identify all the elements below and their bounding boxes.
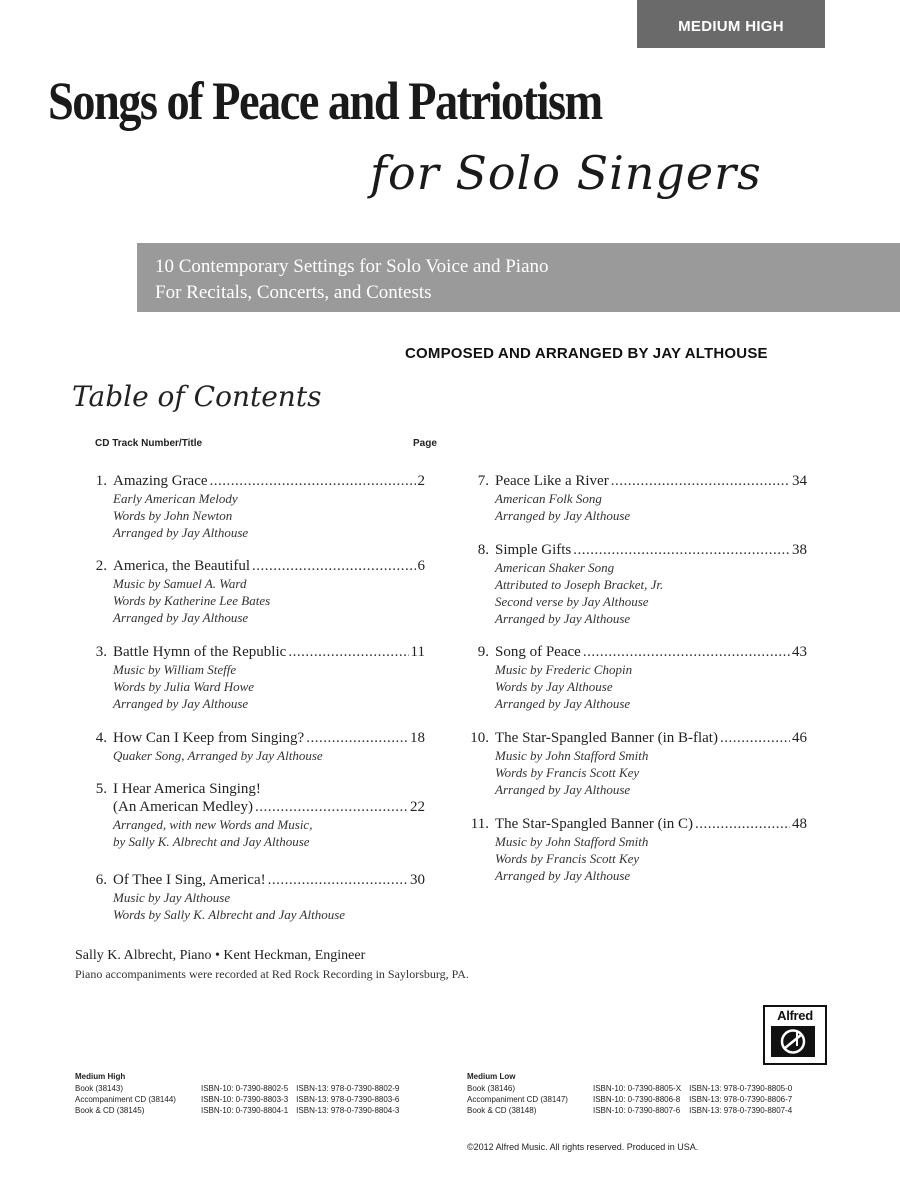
isbn-13: ISBN-13: 978-0-7390-8807-4 — [689, 1106, 793, 1115]
track-number: 8. — [477, 542, 489, 558]
song-credit: American Shaker Song — [495, 560, 615, 575]
toc-entry — [85, 780, 425, 850]
song-credit: Quaker Song, Arranged by Jay Althouse — [113, 748, 323, 763]
song-credit: Music by John Stafford Smith — [495, 748, 649, 763]
isbn-13: ISBN-13: 978-0-7390-8802-9 — [296, 1084, 400, 1093]
track-number: 11. — [470, 816, 489, 832]
dot-leader — [288, 643, 408, 661]
isbn-10: ISBN-10: 0-7390-8802-5 — [201, 1084, 289, 1093]
song-title-continued: (An American Medley) — [113, 799, 253, 815]
composer-credit: COMPOSED AND ARRANGED BY JAY ALTHOUSE — [405, 345, 768, 362]
page-number: 6 — [417, 558, 425, 574]
song-credit: Arranged by Jay Althouse — [113, 610, 249, 625]
toc-entry — [85, 729, 425, 764]
isbn-row — [467, 1094, 800, 1105]
page-number: 48 — [792, 816, 807, 832]
banner-line-2: For Recitals, Concerts, and Contests — [155, 282, 432, 303]
song-credit: Arranged by Jay Althouse — [113, 525, 249, 540]
dot-leader — [695, 815, 790, 833]
song-title: The Star-Spangled Banner (in C) — [495, 816, 693, 832]
copyright-notice: ©2012 Alfred Music. All rights reserved. Produced in USA. — [467, 1142, 699, 1152]
book-title: Songs of Peace and Patriotism — [48, 71, 602, 131]
page-number: 22 — [410, 799, 425, 815]
voice-range-badge: MEDIUM HIGH — [637, 0, 825, 48]
product-name: Book & CD (38145) — [75, 1106, 145, 1115]
isbn-13: ISBN-13: 978-0-7390-8803-6 — [296, 1095, 400, 1104]
isbn-10: ISBN-10: 0-7390-8807-6 — [593, 1106, 681, 1115]
banner-line-1: 10 Contemporary Settings for Solo Voice and Piano — [155, 256, 549, 277]
page-number: 38 — [792, 542, 807, 558]
song-credit: Words by Francis Scott Key — [495, 765, 640, 780]
song-credit: Arranged by Jay Althouse — [495, 868, 631, 883]
isbn-row — [467, 1105, 800, 1116]
song-credit: Music by Samuel A. Ward — [113, 576, 247, 591]
toc-heading: Table of Contents — [72, 380, 322, 413]
song-title: Peace Like a River — [495, 473, 609, 489]
isbn-13: ISBN-13: 978-0-7390-8804-3 — [296, 1106, 400, 1115]
song-title: I Hear America Singing! — [113, 781, 261, 797]
isbn-row — [75, 1083, 407, 1094]
song-credit: American Folk Song — [495, 491, 602, 506]
isbn-heading: Medium Low — [467, 1072, 516, 1081]
description-banner — [137, 243, 900, 312]
song-credit: Music by Jay Althouse — [113, 890, 231, 905]
track-number: 5. — [95, 781, 107, 797]
song-credit: Music by William Steffe — [113, 662, 237, 677]
track-number: 6. — [95, 872, 107, 888]
publisher-emblem-icon — [771, 1026, 815, 1057]
publisher-logo-text: Alfred — [777, 1008, 813, 1023]
song-title: America, the Beautiful — [113, 558, 251, 574]
page-number: 30 — [410, 872, 425, 888]
song-title: Simple Gifts — [495, 542, 572, 558]
track-number: 7. — [477, 473, 489, 489]
toc-entry — [467, 472, 807, 524]
song-credit: Music by Frederic Chopin — [495, 662, 633, 677]
toc-entry — [85, 557, 425, 626]
song-credit: Early American Melody — [113, 491, 238, 506]
performer-credits: Sally K. Albrecht, Piano • Kent Heckman, Engineer — [75, 948, 366, 963]
page-number: 46 — [792, 730, 807, 746]
song-title: How Can I Keep from Singing? — [113, 730, 305, 746]
song-credit: Arranged by Jay Althouse — [495, 611, 631, 626]
song-credit: by Sally K. Albrecht and Jay Althouse — [113, 834, 310, 849]
isbn-row — [75, 1105, 407, 1116]
toc-entry — [467, 729, 807, 798]
page-number: 34 — [792, 473, 807, 489]
isbn-row — [467, 1083, 800, 1094]
dot-leader — [611, 472, 790, 490]
isbn-medium-high — [75, 1072, 407, 1116]
dot-leader — [583, 643, 790, 661]
song-credit: Attributed to Joseph Bracket, Jr. — [495, 577, 664, 592]
song-credit: Words by Francis Scott Key — [495, 851, 640, 866]
song-credit: Arranged by Jay Althouse — [495, 508, 631, 523]
toc-entry — [467, 815, 807, 884]
song-credit: Words by Katherine Lee Bates — [113, 593, 271, 608]
isbn-10: ISBN-10: 0-7390-8806-8 — [593, 1095, 681, 1104]
isbn-heading: Medium High — [75, 1072, 126, 1081]
dot-leader — [255, 798, 408, 816]
song-credit: Arranged by Jay Althouse — [113, 696, 249, 711]
isbn-13: ISBN-13: 978-0-7390-8806-7 — [689, 1095, 793, 1104]
song-credit: Words by Sally K. Albrecht and Jay Althouse — [113, 907, 346, 922]
track-number: 9. — [477, 644, 489, 660]
dot-leader — [252, 557, 415, 575]
song-title: Amazing Grace — [113, 473, 208, 489]
page-number: 18 — [410, 730, 425, 746]
isbn-table — [75, 1083, 407, 1116]
toc-entry — [467, 541, 807, 627]
song-credit: Words by Jay Althouse — [495, 679, 613, 694]
toc-column-track-title: CD Track Number/Title — [95, 438, 203, 449]
song-credit: Second verse by Jay Althouse — [495, 594, 649, 609]
dot-leader — [268, 871, 408, 889]
product-name: Book (38143) — [75, 1084, 124, 1093]
dot-leader — [210, 472, 416, 490]
toc-entry — [85, 871, 425, 923]
isbn-10: ISBN-10: 0-7390-8804-1 — [201, 1106, 289, 1115]
song-credit: Arranged by Jay Althouse — [495, 782, 631, 797]
isbn-table — [467, 1083, 800, 1116]
song-title: Battle Hymn of the Republic — [113, 644, 287, 660]
song-credit: Music by John Stafford Smith — [495, 834, 649, 849]
toc-entry — [85, 472, 425, 541]
page-number: 2 — [417, 473, 425, 489]
song-credit: Words by Julia Ward Howe — [113, 679, 255, 694]
isbn-10: ISBN-10: 0-7390-8805-X — [593, 1084, 682, 1093]
dot-leader — [573, 541, 790, 559]
page-number: 43 — [792, 644, 807, 660]
track-number: 10. — [470, 730, 489, 746]
product-name: Book & CD (38148) — [467, 1106, 537, 1115]
song-title: Of Thee I Sing, America! — [113, 872, 266, 888]
song-credit: Words by John Newton — [113, 508, 233, 523]
product-name: Book (38146) — [467, 1084, 516, 1093]
book-subtitle: for Solo Singers — [370, 146, 762, 200]
recording-note: Piano accompaniments were recorded at Red Rock Recording in Saylorsburg, PA. — [75, 967, 469, 981]
dot-leader — [306, 729, 408, 747]
isbn-medium-low — [467, 1072, 800, 1116]
song-credit: Arranged, with new Words and Music, — [113, 817, 313, 832]
toc-entry — [467, 643, 807, 712]
isbn-row — [75, 1094, 407, 1105]
toc-entry — [85, 643, 425, 712]
track-number: 4. — [95, 730, 107, 746]
product-name: Accompaniment CD (38147) — [467, 1095, 568, 1104]
page-number: 11 — [410, 644, 425, 660]
track-number: 1. — [95, 473, 107, 489]
isbn-10: ISBN-10: 0-7390-8803-3 — [201, 1095, 289, 1104]
track-number: 2. — [95, 558, 107, 574]
dot-leader — [720, 729, 790, 747]
publisher-logo — [763, 1005, 827, 1065]
track-number: 3. — [95, 644, 107, 660]
isbn-13: ISBN-13: 978-0-7390-8805-0 — [689, 1084, 793, 1093]
toc-column-page: Page — [413, 438, 437, 449]
song-title: The Star-Spangled Banner (in B-flat) — [495, 730, 718, 746]
song-title: Song of Peace — [495, 644, 581, 660]
song-credit: Arranged by Jay Althouse — [495, 696, 631, 711]
product-name: Accompaniment CD (38144) — [75, 1095, 176, 1104]
